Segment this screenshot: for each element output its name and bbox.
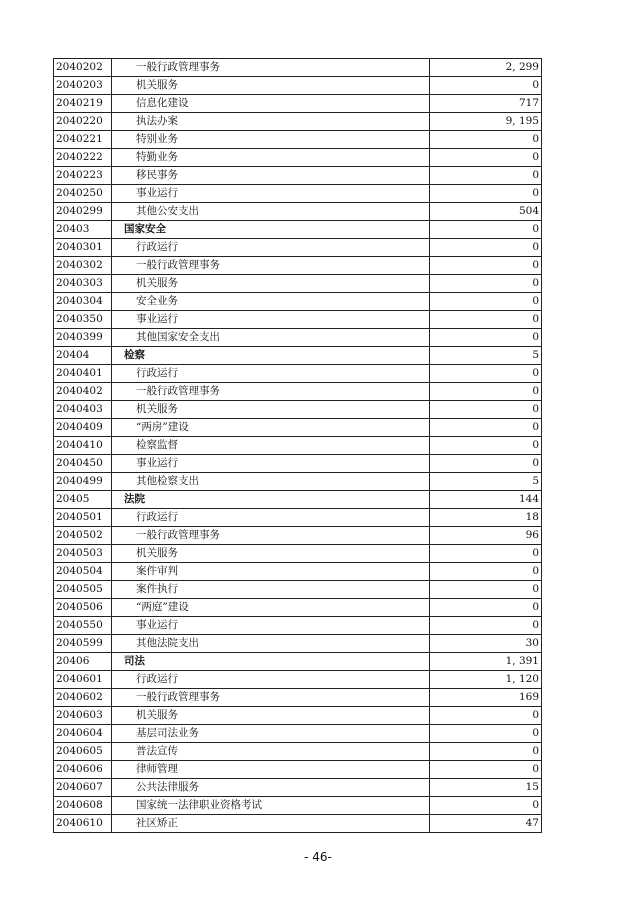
table-row [54,95,542,113]
amount-cell: 2, 299 [430,59,542,77]
table-row [54,419,542,437]
table-row [54,545,542,563]
code-cell: 2040399 [54,329,112,347]
category-row [54,221,542,239]
table-row [54,671,542,689]
name-cell: 行政运行 [112,239,430,257]
name-cell: 机关服务 [112,275,430,293]
table-row [54,77,542,95]
name-cell: 社区矫正 [112,815,430,833]
amount-cell: 0 [430,383,542,401]
table-row [54,401,542,419]
code-cell: 2040550 [54,617,112,635]
amount-cell: 717 [430,95,542,113]
code-cell: 2040221 [54,131,112,149]
name-cell: 国家统一法律职业资格考试 [112,797,430,815]
table-row [54,113,542,131]
table-row [54,131,542,149]
code-cell: 2040605 [54,743,112,761]
table-row [54,725,542,743]
name-cell: 其他公安支出 [112,203,430,221]
amount-cell: 0 [430,275,542,293]
name-cell: “两房”建设 [112,419,430,437]
name-cell: 事业运行 [112,185,430,203]
code-cell: 2040503 [54,545,112,563]
name-cell: 案件审判 [112,563,430,581]
table-row [54,815,542,833]
name-cell: 一般行政管理事务 [112,383,430,401]
code-cell: 2040403 [54,401,112,419]
table-row [54,167,542,185]
table-row [54,149,542,167]
table-row [54,239,542,257]
code-cell: 2040304 [54,293,112,311]
code-cell: 2040220 [54,113,112,131]
amount-cell: 15 [430,779,542,797]
amount-cell: 0 [430,419,542,437]
code-cell: 2040607 [54,779,112,797]
table-row [54,59,542,77]
table-row [54,329,542,347]
amount-cell: 5 [430,347,542,365]
code-cell: 2040601 [54,671,112,689]
amount-cell: 96 [430,527,542,545]
code-cell: 2040502 [54,527,112,545]
table-row [54,707,542,725]
code-cell: 2040506 [54,599,112,617]
name-cell: 其他法院支出 [112,635,430,653]
amount-cell: 0 [430,257,542,275]
name-cell: 普法宣传 [112,743,430,761]
amount-cell: 504 [430,203,542,221]
amount-cell: 0 [430,149,542,167]
amount-cell: 0 [430,797,542,815]
amount-cell: 18 [430,509,542,527]
code-cell: 2040222 [54,149,112,167]
amount-cell: 0 [430,725,542,743]
name-cell: 事业运行 [112,311,430,329]
code-cell: 2040604 [54,725,112,743]
amount-cell: 0 [430,221,542,239]
table-row [54,365,542,383]
code-cell: 2040608 [54,797,112,815]
code-cell: 2040501 [54,509,112,527]
name-cell: 行政运行 [112,509,430,527]
table-row [54,797,542,815]
name-cell: 司法 [112,653,430,671]
amount-cell: 0 [430,743,542,761]
amount-cell: 0 [430,563,542,581]
name-cell: 一般行政管理事务 [112,527,430,545]
code-cell: 20406 [54,653,112,671]
amount-cell: 1, 120 [430,671,542,689]
name-cell: 律师管理 [112,761,430,779]
name-cell: 行政运行 [112,365,430,383]
amount-cell: 9, 195 [430,113,542,131]
code-cell: 2040504 [54,563,112,581]
table-row [54,635,542,653]
table-row [54,527,542,545]
amount-cell: 0 [430,185,542,203]
amount-cell: 30 [430,635,542,653]
amount-cell: 0 [430,581,542,599]
code-cell: 2040250 [54,185,112,203]
table-row [54,437,542,455]
table-row [54,743,542,761]
table-row [54,203,542,221]
amount-cell: 169 [430,689,542,707]
table-row [54,779,542,797]
name-cell: 移民事务 [112,167,430,185]
amount-cell: 0 [430,167,542,185]
name-cell: 一般行政管理事务 [112,59,430,77]
table-row [54,311,542,329]
table-row [54,383,542,401]
table-row [54,473,542,491]
code-cell: 2040499 [54,473,112,491]
code-cell: 2040299 [54,203,112,221]
code-cell: 2040302 [54,257,112,275]
code-cell: 2040505 [54,581,112,599]
code-cell: 2040223 [54,167,112,185]
code-cell: 2040301 [54,239,112,257]
amount-cell: 0 [430,437,542,455]
code-cell: 2040599 [54,635,112,653]
category-row [54,653,542,671]
name-cell: 安全业务 [112,293,430,311]
table-row [54,293,542,311]
code-cell: 2040606 [54,761,112,779]
code-cell: 2040350 [54,311,112,329]
table-row [54,509,542,527]
table-row [54,257,542,275]
amount-cell: 1, 391 [430,653,542,671]
amount-cell: 0 [430,761,542,779]
code-cell: 2040409 [54,419,112,437]
code-cell: 20404 [54,347,112,365]
name-cell: 特别业务 [112,131,430,149]
code-cell: 2040402 [54,383,112,401]
amount-cell: 0 [430,329,542,347]
amount-cell: 144 [430,491,542,509]
table-row [54,275,542,293]
name-cell: 机关服务 [112,707,430,725]
code-cell: 2040203 [54,77,112,95]
page-number: - 46- [304,850,332,864]
name-cell: “两庭”建设 [112,599,430,617]
table-row [54,599,542,617]
name-cell: 案件执行 [112,581,430,599]
category-row [54,491,542,509]
amount-cell: 0 [430,131,542,149]
code-cell: 2040401 [54,365,112,383]
name-cell: 一般行政管理事务 [112,689,430,707]
amount-cell: 0 [430,365,542,383]
name-cell: 其他检察支出 [112,473,430,491]
amount-cell: 0 [430,545,542,563]
code-cell: 2040610 [54,815,112,833]
table-row [54,617,542,635]
table-row [54,581,542,599]
amount-cell: 47 [430,815,542,833]
code-cell: 20403 [54,221,112,239]
code-cell: 2040410 [54,437,112,455]
amount-cell: 0 [430,401,542,419]
name-cell: 法院 [112,491,430,509]
name-cell: 机关服务 [112,77,430,95]
name-cell: 一般行政管理事务 [112,257,430,275]
table-row [54,761,542,779]
name-cell: 其他国家安全支出 [112,329,430,347]
code-cell: 2040202 [54,59,112,77]
name-cell: 国家安全 [112,221,430,239]
amount-cell: 0 [430,455,542,473]
name-cell: 信息化建设 [112,95,430,113]
name-cell: 事业运行 [112,617,430,635]
amount-cell: 5 [430,473,542,491]
amount-cell: 0 [430,617,542,635]
code-cell: 2040603 [54,707,112,725]
code-cell: 20405 [54,491,112,509]
name-cell: 检察监督 [112,437,430,455]
category-row [54,347,542,365]
table-row [54,689,542,707]
name-cell: 行政运行 [112,671,430,689]
name-cell: 事业运行 [112,455,430,473]
amount-cell: 0 [430,599,542,617]
name-cell: 机关服务 [112,401,430,419]
budget-table [53,58,542,833]
amount-cell: 0 [430,293,542,311]
table-row [54,455,542,473]
name-cell: 机关服务 [112,545,430,563]
budget-table-body [54,59,542,833]
amount-cell: 0 [430,311,542,329]
code-cell: 2040602 [54,689,112,707]
name-cell: 公共法律服务 [112,779,430,797]
name-cell: 检察 [112,347,430,365]
name-cell: 执法办案 [112,113,430,131]
amount-cell: 0 [430,707,542,725]
table-row [54,563,542,581]
amount-cell: 0 [430,77,542,95]
code-cell: 2040303 [54,275,112,293]
code-cell: 2040219 [54,95,112,113]
code-cell: 2040450 [54,455,112,473]
table-row [54,185,542,203]
amount-cell: 0 [430,239,542,257]
name-cell: 基层司法业务 [112,725,430,743]
name-cell: 特勤业务 [112,149,430,167]
